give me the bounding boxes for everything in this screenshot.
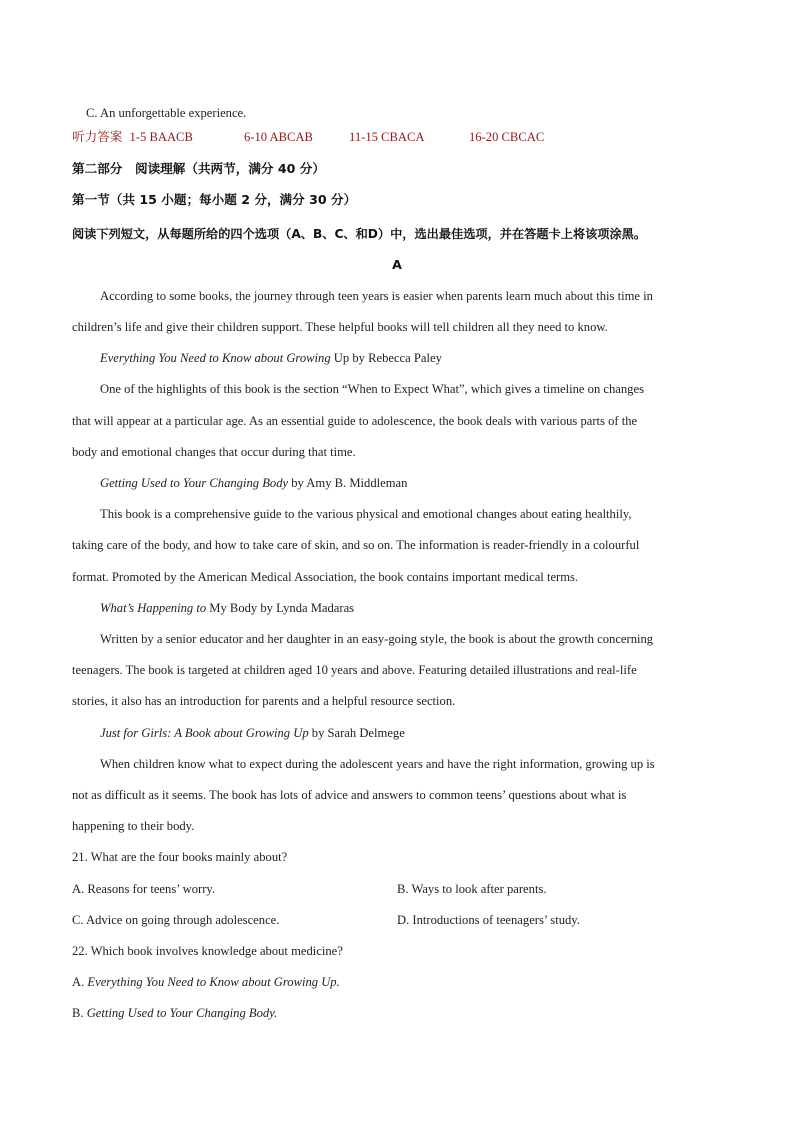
option-a-text: Everything You Need to Know about Growing Up. [87, 975, 340, 989]
book-2-line-1: This book is a comprehensive guide to the various physical and emotional changes about eating healthily, [100, 507, 632, 521]
book-2-line-3: format. Promoted by the American Medical Association, the book contains important medical terms. [72, 570, 579, 584]
question-21-row-1 [72, 881, 732, 897]
book-title-4 [100, 725, 760, 741]
option-b: B. Ways to look after parents. [397, 882, 547, 896]
answers-group-4: 16-20 CBCAC [469, 130, 545, 144]
answers-group-1: 1-5 BAACB [129, 130, 193, 144]
book-1-line-2: that will appear at a particular age. As an essential guide to adolescence, the book deals with various parts of the [72, 414, 638, 428]
answers-group-3: 11-15 CBACA [349, 130, 425, 144]
book-author: by Sarah Delmege [308, 726, 405, 740]
question-21-stem: 21. What are the four books mainly about? [72, 850, 288, 864]
book-title-italic: Everything You Need to Know about Growing [100, 351, 331, 365]
book-title-italic: What’s Happening to [100, 601, 207, 615]
passage-label: A [392, 257, 402, 272]
question-22-option-a [72, 974, 732, 990]
book-3-line-2: teenagers. The book is targeted at children aged 10 years and above. Featuring detailed illustrations and real-life [72, 663, 637, 677]
book-1-line-3: body and emotional changes that occur during that time. [72, 445, 356, 459]
book-title-3 [100, 600, 760, 616]
previous-option-c: C. An unforgettable experience. [86, 106, 247, 120]
book-4-line-1: When children know what to expect during the adolescent years and have the right information, growing up is [100, 757, 655, 771]
intro-line-1: According to some books, the journey through teen years is easier when parents learn much about this time in [100, 289, 653, 303]
intro-line-2: children’s life and give their children support. These helpful books will tell children all they need to know. [72, 320, 608, 334]
book-4-line-2: not as difficult as it seems. The book has lots of advice and answers to common teens’ questions about what is [72, 788, 627, 802]
option-a-prefix: A. [72, 975, 88, 989]
option-c: C. Advice on going through adolescence. [72, 913, 280, 927]
listening-answers-label: 听力答案 [72, 130, 123, 144]
book-author: Up by Rebecca Paley [330, 351, 442, 365]
option-a: A. Reasons for teens’ worry. [72, 882, 216, 896]
book-author: My Body by Lynda Madaras [206, 601, 355, 615]
listening-answers [72, 129, 732, 145]
book-title-2 [100, 475, 760, 491]
section-1-title: 第一节（共 15 小题；每小题 2 分，满分 30 分） [72, 192, 357, 207]
question-22-option-b [72, 1005, 732, 1021]
question-22-stem: 22. Which book involves knowledge about medicine? [72, 944, 343, 958]
book-3-line-3: stories, it also has an introduction for parents and a helpful resource section. [72, 694, 456, 708]
book-title-1 [100, 350, 760, 366]
book-author: by Amy B. Middleman [288, 476, 408, 490]
section-2-title: 第二部分 阅读理解（共两节，满分 40 分） [72, 161, 325, 176]
book-title-italic: Getting Used to Your Changing Body [100, 476, 289, 490]
option-b-prefix: B. [72, 1006, 87, 1020]
book-title-italic: Just for Girls: A Book about Growing Up [100, 726, 309, 740]
book-3-line-1: Written by a senior educator and her daughter in an easy-going style, the book is about the growth concerning [100, 632, 654, 646]
option-d: D. Introductions of teenagers’ study. [397, 913, 580, 927]
question-21-row-2 [72, 912, 732, 928]
answers-group-2: 6-10 ABCAB [244, 130, 313, 144]
book-4-line-3: happening to their body. [72, 819, 195, 833]
book-1-line-1: One of the highlights of this book is the section “When to Expect What”, which gives a timeline on changes [100, 382, 644, 396]
instruction: 阅读下列短文，从每题所给的四个选项（A、B、C、和D）中，选出最佳选项，并在答题卡上将该项涂黑。 [72, 227, 647, 241]
book-2-line-2: taking care of the body, and how to take care of skin, and so on. The information is reader-friendly in a colourful [72, 538, 640, 552]
option-b-text: Getting Used to Your Changing Body. [86, 1006, 278, 1020]
